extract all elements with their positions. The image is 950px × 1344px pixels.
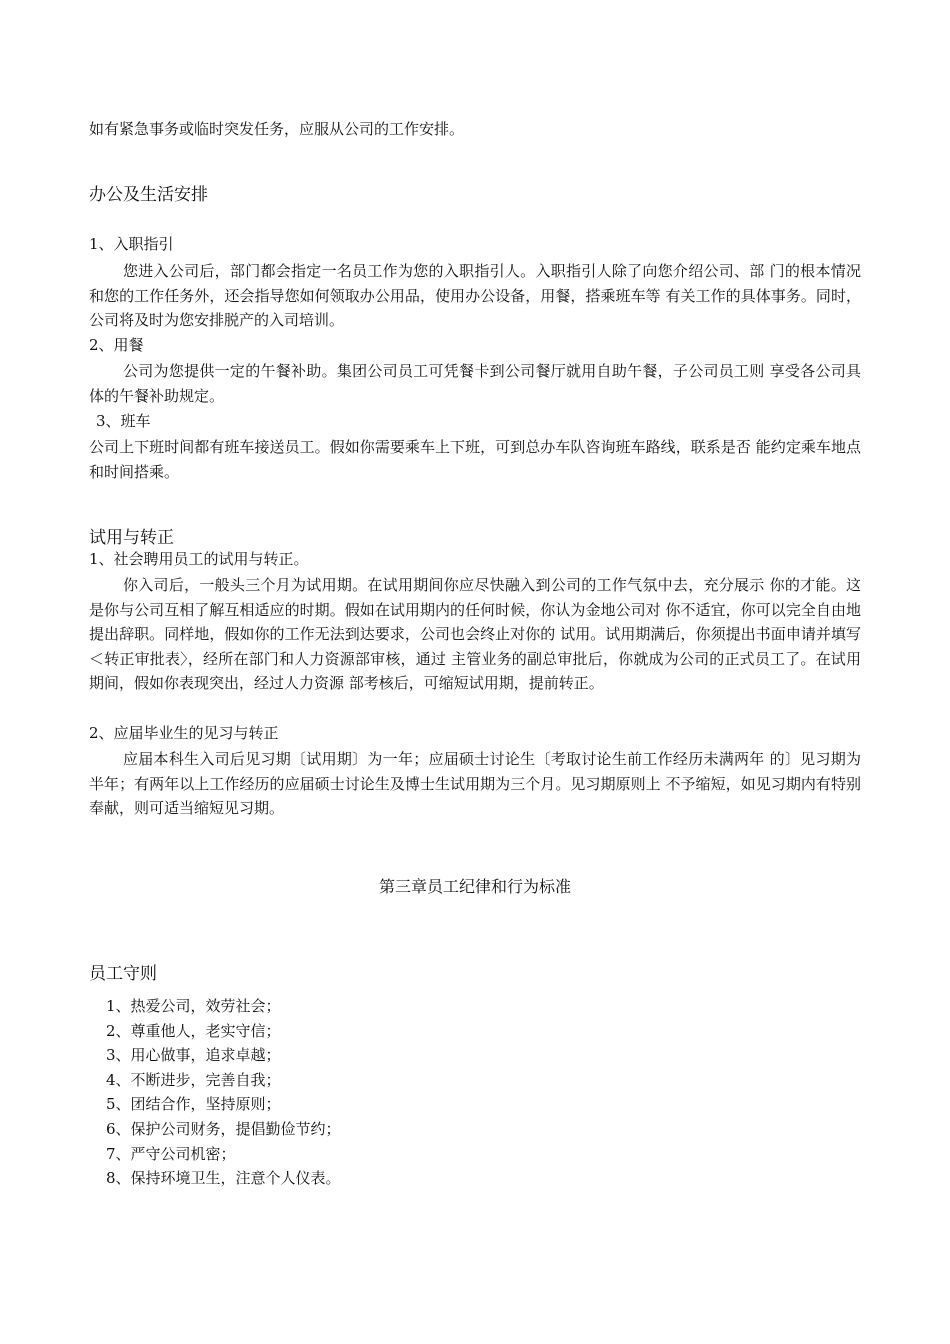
shuttle-paragraph: 公司上下班时间都有班车接送员工。假如你需要乘车上下班，可到总办车队咨询班车路线，联系是否 能约定乘车地点和时间搭乘。 — [89, 438, 861, 481]
rule-item: 1、热爱公司，效劳社会； — [106, 997, 281, 1015]
rule-item: 4、不断进步，完善自我； — [106, 1070, 281, 1089]
rule-item: 3、用心做事，追求卓越； — [106, 1046, 281, 1065]
rule-item: 2、尊重他人，老实守信； — [106, 1021, 281, 1040]
section-title-office: 办公及生活安排 — [89, 185, 208, 205]
meals-paragraph: 公司为您提供一定的午餐补助。集团公司员工可凭餐卡到公司餐厅就用自助午餐，子公司员工则 享受各公司具体的午餐补助规定。 — [89, 362, 861, 405]
onboarding-heading: 1、入职指引 — [89, 235, 174, 253]
rule-item: 7、严守公司机密； — [106, 1144, 236, 1163]
chapter-title: 第三章员工纪律和行为标准 — [378, 877, 571, 896]
graduates-heading: 2、应届毕业生的见习与转正 — [89, 724, 279, 742]
intro-line: 如有紧急事务或临时突发任务，应服从公司的工作安排。 — [89, 120, 465, 138]
shuttle-heading: 3、班车 — [96, 412, 151, 430]
rule-item: 8、保持环境卫生，注意个人仪表。 — [106, 1169, 341, 1188]
social-hire-heading: 1、社会聘用员工的试用与转正。 — [89, 550, 309, 568]
employee-rules-list — [106, 994, 341, 1191]
meals-heading: 2、用餐 — [89, 336, 144, 354]
onboarding-paragraph: 您进入公司后，部门都会指定一名员工作为您的入职指引人。入职指引人除了向您介绍公司、部 门的根本情况和您的工作任务外，还会指导您如何领取办公用品，使用办公设备，用餐，搭乘班车等 有关工作的具体事务。同时，公司将及时为您安排脱产的入司培训。 — [89, 262, 861, 329]
graduates-paragraph: 应届本科生入司后见习期〔试用期〕为一年；应届硕士讨论生〔考取讨论生前工作经历未满两年 的〕见习期为半年；有两年以上工作经历的应届硕士讨论生及博士生试用期为三个月。见习期原则上 不予缩短，如见习期内有特别奉献，则可适当缩短见习期。 — [89, 750, 861, 817]
section-title-probation: 试用与转正 — [89, 528, 174, 548]
social-hire-paragraph: 你入司后，一般头三个月为试用期。在试用期间你应尽快融入到公司的工作气氛中去，充分展示 你的才能。这是你与公司互相了解互相适应的时期。假如在试用期内的任何时候，你认为金地公司对 你不适宜，你可以完全自由地提出辞职。同样地，假如你的工作无法到达要求，公司也会终止对你的 试用。试用期满后，你须提出书面申请并填写＜转正审批表〉，经所在部门和人力资源部审核，通过 主管业务的副总审批后，你就成为公司的正式员工了。在试用期间，假如你表现突出，经过人力资源 部考核后，可缩短试用期，提前转正。 — [89, 576, 861, 692]
section-title-rules: 员工守则 — [89, 964, 157, 984]
rule-item: 5、团结合作，坚持原则； — [106, 1095, 281, 1114]
rule-item: 6、保护公司财务，提倡勤俭节约； — [106, 1119, 341, 1138]
